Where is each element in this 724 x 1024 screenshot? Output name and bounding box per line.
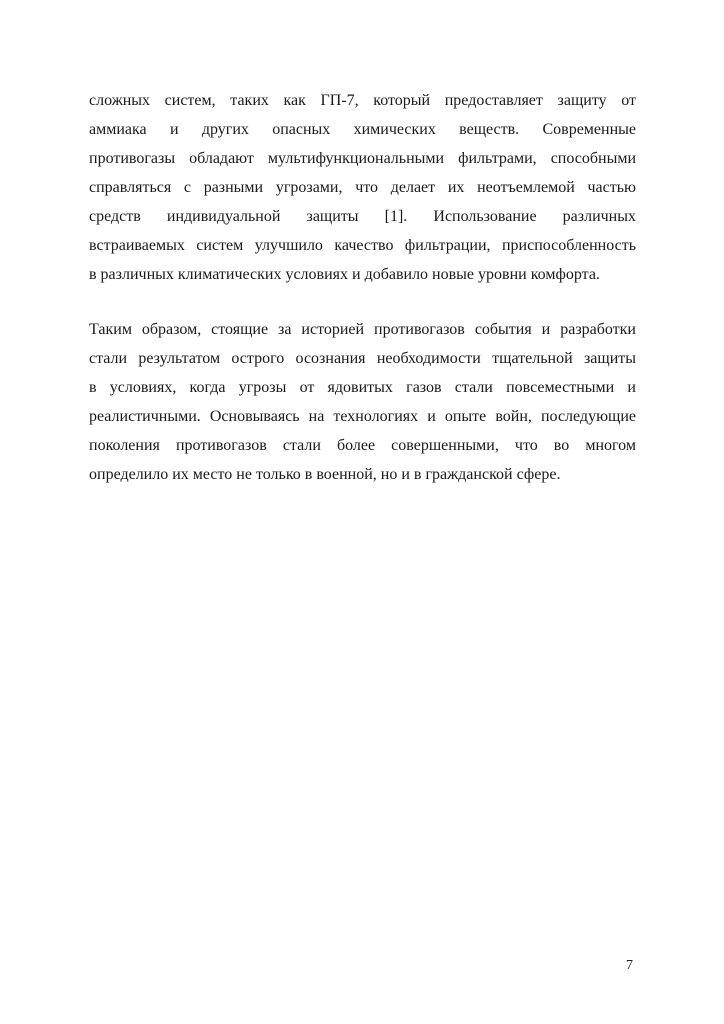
paragraph-1 xyxy=(89,86,636,289)
paragraph-line: реалистичными. Основываясь на технологиях и опыте войн, последующие xyxy=(89,408,636,425)
paragraph-line: справляться с разными угрозами, что делает их неотъемлемой частью xyxy=(89,179,636,196)
paragraph-line: противогазы обладают мультифункциональными фильтрами, способными xyxy=(89,150,636,167)
page-number: 7 xyxy=(626,958,633,973)
paragraph-line: сложных систем, таких как ГП-7, который предоставляет защиту от xyxy=(89,92,636,109)
paragraph-line: аммиака и других опасных химических веществ. Современные xyxy=(89,121,636,138)
paragraph-2 xyxy=(89,315,636,489)
paragraph-line: средств индивидуальной защиты [1]. Использование различных xyxy=(89,208,636,225)
paragraph-line: встраиваемых систем улучшило качество фильтрации, приспособленность xyxy=(89,237,636,254)
paragraph-line: определило их место не только в военной, но и в гражданской сфере. xyxy=(89,466,561,483)
paragraph-line: в различных климатических условиях и добавило новые уровни комфорта. xyxy=(89,266,600,283)
paragraph-line: поколения противогазов стали более совершенными, что во многом xyxy=(89,437,636,454)
paragraph-line: в условиях, когда угрозы от ядовитых газов стали повсеместными и xyxy=(89,379,636,396)
paragraph-line: стали результатом острого осознания необходимости тщательной защиты xyxy=(89,350,636,367)
paragraph-line: Таким образом, стоящие за историей противогазов события и разработки xyxy=(89,321,636,338)
